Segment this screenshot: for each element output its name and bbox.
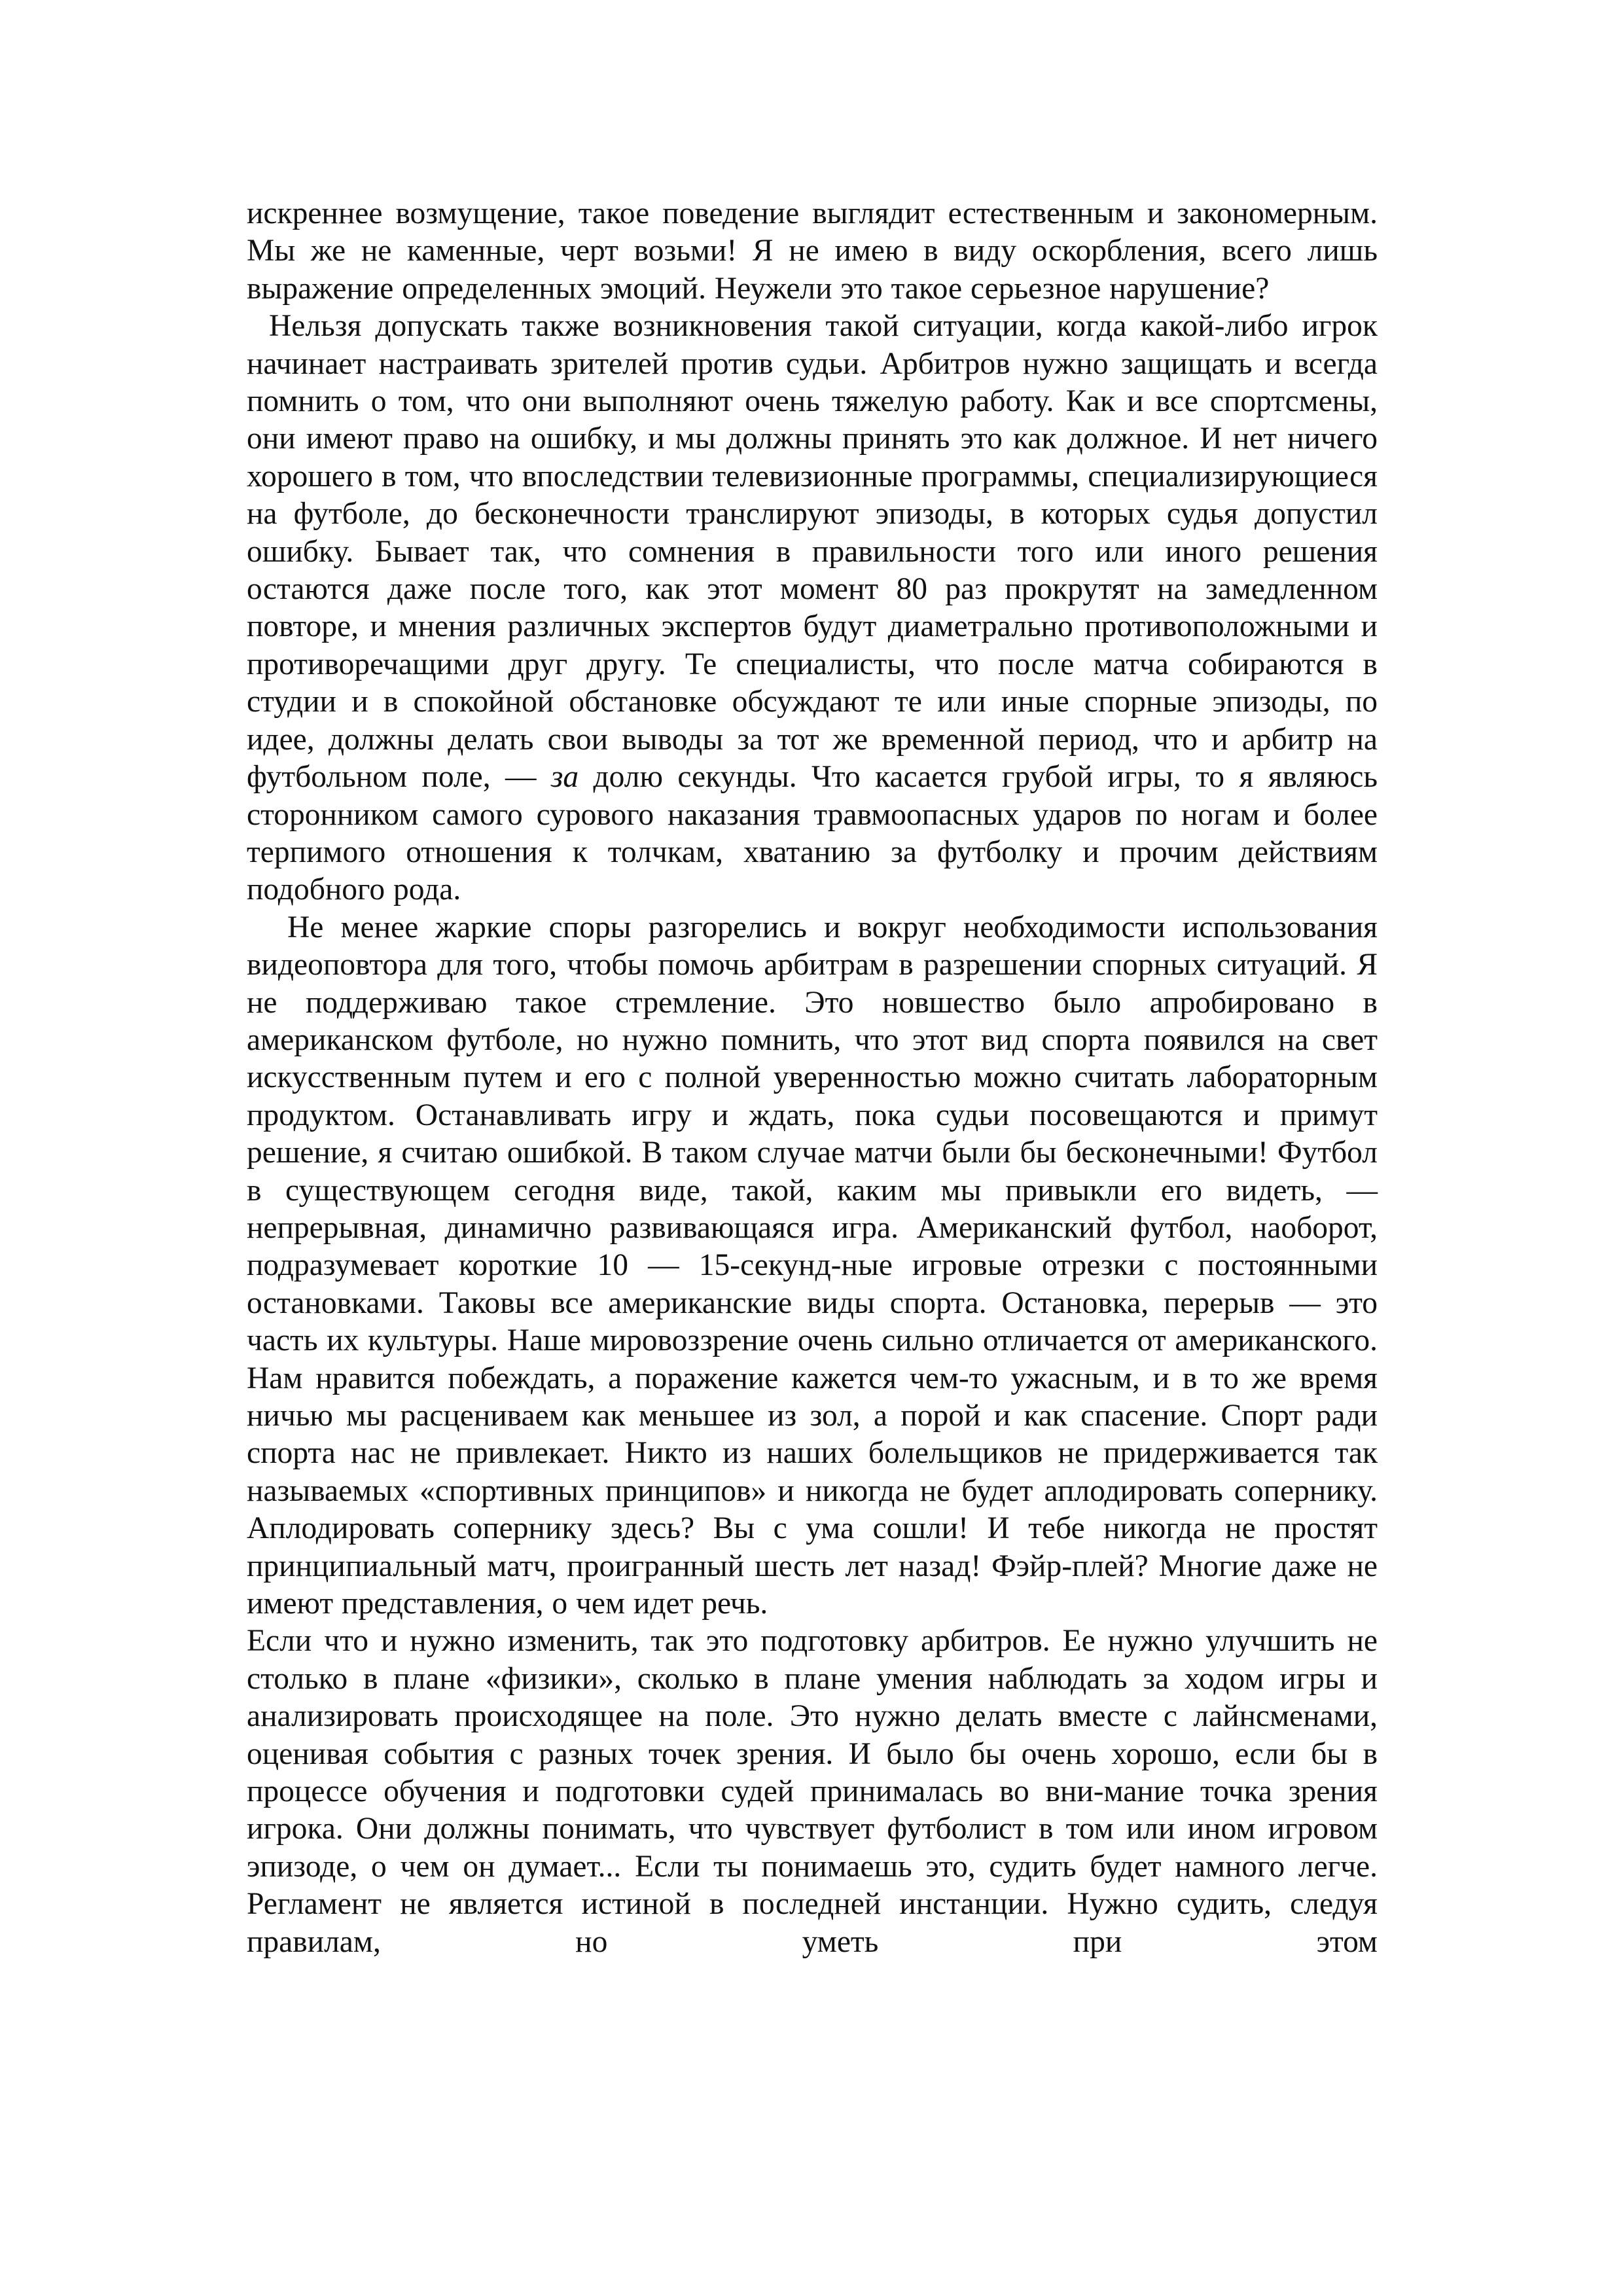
- paragraph-2: [247, 308, 1378, 909]
- paragraph-3: Не менее жаркие споры разгорелись и вокруг необходимости использования видеоповтора для того, чтобы помочь арбитрам в разрешении спорных ситуаций. Я не поддерживаю такое стремление. Это новшество было апробировано в американском футболе, но нужно помнить, что этот вид спорта появился на свет искусственным путем и его с полной уверенностью можно считать лабораторным продуктом. Останавливать игру и ждать, пока судьи посовещаются и примут решение, я считаю ошибкой. В таком случае матчи были бы бесконечными! Футбол в существующем сегодня виде, такой, каким мы привыкли его видеть, — непрерывная, динамично развивающаяся игра. Американский футбол, наоборот, подразумевает короткие 10 — 15-секунд-ные игровые отрезки с постоянными остановками. Таковы все американские виды спорта. Остановка, перерыв — это часть их культуры. Наше мировоззрение очень сильно отличается от американского. Нам нравится побеждать, а поражение кажется чем-то ужасным, и в то же время ничью мы расцениваем как меньшее из зол, а порой и как спасение. Спорт ради спорта нас не привлекает. Никто из наших болельщиков не придерживается так называемых «спортивных принципов» и никогда не будет аплодировать сопернику. Аплодировать сопернику здесь? Вы с ума сошли! И тебе никогда не простят принципиальный матч, проигранный шесть лет назад! Фэйр-плей? Многие даже не имеют представления, о чем идет речь.: [247, 910, 1378, 1621]
- page-body: [247, 195, 1378, 1961]
- paragraph-4: Если что и нужно изменить, так это подготовку арбитров. Ее нужно улучшить не столько в плане «физики», сколько в плане умения наблюдать за ходом игры и анализировать происходящее на поле. Это нужно делать вместе с лайнсменами, оценивая события с разных точек зрения. И было бы очень хорошо, если бы в процессе обучения и подготовки судей принималась во вни-мание точка зрения игрока. Они должны понимать, что чувствует футболист в том или ином игровом эпизоде, о чем он думает... Если ты понимаешь это, судить будет намного легче. Регламент не является истиной в последней инстанции. Нужно судить, следуя правилам, но уметь при этом: [247, 1624, 1378, 1959]
- paragraph-2-text-before: Нельзя допускать также возникновения такой ситуации, когда какой-либо игрок начинает настраивать зрителей против судьи. Арбитров нужно защищать и всегда помнить о том, что они выполняют очень тяжелую работу. Как и все спортсмены, они имеют право на ошибку, и мы должны принять это как должное. И нет ничего хорошего в том, что впоследствии телевизионные программы, специализирующиеся на футболе, до бесконечности транслируют эпизоды, в которых судья допустил ошибку. Бывает так, что сомнения в правильности того или иного решения остаются даже после того, как этот момент 80 раз прокрутят на замедленном повторе, и мнения различных экспертов будут диаметрально противоположными и противоречащими друг другу. Те специалисты, что после матча собираются в студии и в спокойной обстановке обсуждают те или иные спорные эпизоды, по идее, должны делать свои выводы за тот же временной период, что и арбитр на футбольном поле, —: [247, 309, 1378, 795]
- paragraph-2-emphasis: за: [550, 760, 579, 795]
- paragraph-2-text-after: долю секунды. Что касается грубой игры, то я являюсь сторонником самого сурового наказания травмоопасных ударов по ногам и более терпимого отношения к толчкам, хватанию за футболку и прочим действиям подобного рода.: [247, 760, 1378, 907]
- paragraph-1: искреннее возмущение, такое поведение выглядит естественным и закономерным. Мы же не каменные, черт возьми! Я не имею в виду оскорбления, всего лишь выражение определенных эмоций. Неужели это такое серьезное нарушение?: [247, 196, 1378, 306]
